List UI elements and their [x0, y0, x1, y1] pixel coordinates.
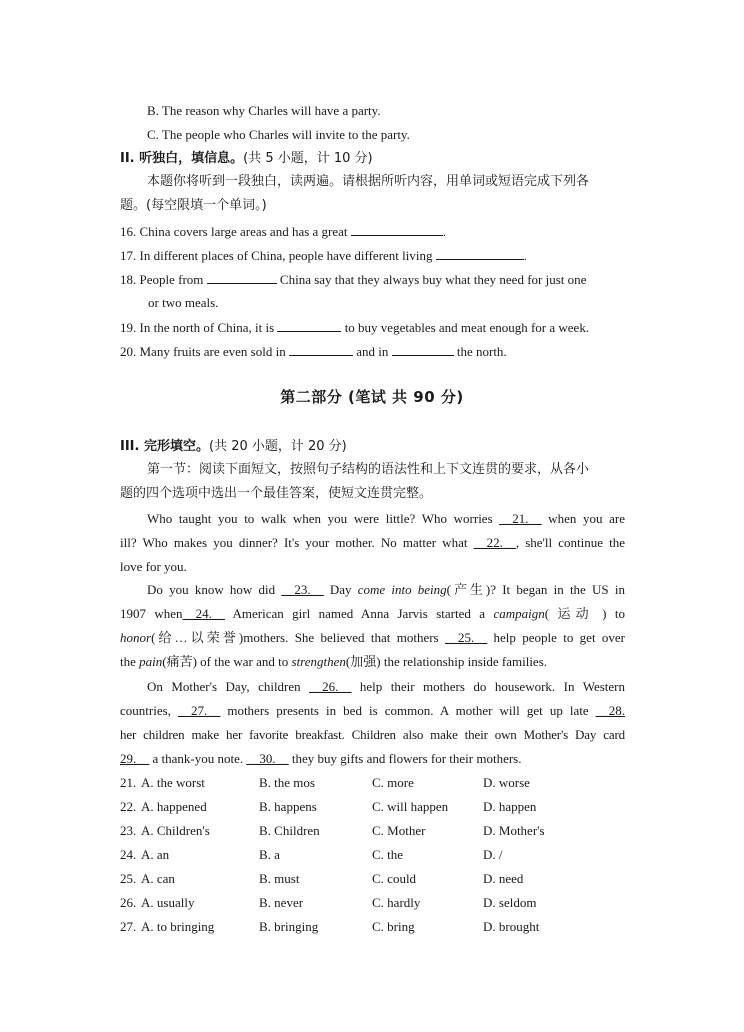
answer-option-b[interactable]: B. must [259, 871, 300, 886]
answer-option-d[interactable]: D. seldom [483, 895, 537, 910]
option-c: C. The people who Charles will invite to the party. [147, 127, 410, 142]
passage-line [120, 749, 522, 769]
q16-blank[interactable] [351, 221, 443, 236]
answer-option-c[interactable]: C. could [372, 871, 417, 886]
passage-italic: honor [120, 630, 152, 645]
cloze-blank-25[interactable]: __25.__ [444, 630, 488, 645]
passage-text: ( 运动 ) to [544, 606, 625, 621]
passage-line [120, 652, 547, 672]
cloze-blank-24[interactable]: __24.__ [182, 606, 225, 621]
passage-line [147, 509, 625, 529]
passage-text: ill? Who makes you dinner? It's your mother. No matter what [120, 535, 474, 550]
section-3-instruction-line2: 题的四个选项中选出一个最佳答案，使短文连贯完整。 [120, 486, 433, 501]
question-16 [120, 221, 446, 242]
answer-option-d[interactable]: D. Mother's [483, 823, 545, 838]
answer-option-a[interactable]: A. usually [141, 895, 195, 910]
option-number: 25. [120, 871, 137, 886]
answer-option-d[interactable]: D. need [483, 871, 524, 886]
q17-text: 17. In different places of China, people have different living [120, 248, 436, 263]
part-2-title: 第二部分 (笔试 共 90 分) [280, 388, 464, 406]
answer-option-b[interactable]: B. the mos [259, 775, 315, 790]
q20-blank-2[interactable] [392, 341, 454, 356]
section-3-instruction-line1: 第一节：阅读下面短文，按照句子结构的语法性和上下文连贯的要求，从各小 [147, 462, 590, 477]
q16-end: . [442, 224, 447, 239]
cloze-blank-22[interactable]: __22.__ [473, 535, 516, 550]
cloze-blank-21[interactable]: __21.__ [499, 511, 542, 526]
answer-option-d[interactable]: D. brought [483, 919, 540, 934]
passage-text: help people to get over [487, 630, 625, 645]
passage-text: (给…以荣誉)mothers. She believed that mothers [151, 630, 445, 645]
section-2-heading [120, 148, 373, 169]
passage-line [120, 604, 625, 624]
q18-blank[interactable] [207, 269, 277, 284]
q17-blank[interactable] [436, 245, 524, 260]
passage-text: a thank-you note. [149, 751, 247, 766]
q18-text-b: China say that they always buy what they need for just one [276, 272, 587, 287]
cloze-blank-29[interactable]: 29.__ [120, 751, 150, 766]
passage-text: (加强) the relationship inside families. [345, 654, 548, 669]
passage-text: they buy gifts and flowers for their mothers. [288, 751, 522, 766]
answer-option-a[interactable]: A. happened [141, 799, 207, 814]
q18-text: 18. People from [120, 272, 207, 287]
cloze-blank-28[interactable]: __28. [595, 703, 625, 718]
passage-line [147, 580, 625, 600]
answer-option-b[interactable]: B. happens [259, 799, 317, 814]
passage-italic: strengthen [291, 654, 346, 669]
q20-text: 20. Many fruits are even sold in [120, 344, 289, 359]
passage-text: mothers presents in bed is common. A mother will get up late [220, 703, 596, 718]
option-number: 26. [120, 895, 137, 910]
option-number: 22. [120, 799, 137, 814]
question-18 [120, 269, 586, 290]
answer-option-c[interactable]: C. more [372, 775, 414, 790]
passage-text: countries, [120, 703, 178, 718]
passage-text: , she'll continue the [515, 535, 625, 550]
passage-text: help their mothers do housework. In Western [351, 679, 625, 694]
section-2-note: (共 5 小题，计 10 分) [243, 151, 373, 166]
cloze-blank-27[interactable]: __27.__ [178, 703, 221, 718]
q18-continuation: or two meals. [148, 295, 219, 310]
answer-option-b[interactable]: B. never [259, 895, 304, 910]
passage-text: American girl named Anna Jarvis started a [224, 606, 494, 621]
section-3-title: III. 完形填空。 [120, 439, 209, 454]
q20-blank-1[interactable] [289, 341, 353, 356]
answer-option-b[interactable]: B. a [259, 847, 280, 862]
q19-blank[interactable] [277, 317, 341, 332]
passage-line: love for you. [120, 559, 187, 574]
passage-line [120, 628, 625, 648]
option-b: B. The reason why Charles will have a party. [147, 103, 381, 118]
passage-italic: pain [139, 654, 163, 669]
q17-end: . [523, 248, 528, 263]
answer-option-c[interactable]: C. hardly [372, 895, 421, 910]
question-17 [120, 245, 527, 266]
option-number: 21. [120, 775, 137, 790]
answer-option-d[interactable]: D. happen [483, 799, 537, 814]
passage-line [147, 677, 625, 697]
section-2-instruction-line2: 题。(每空限填一个单词。) [120, 198, 267, 213]
passage-text: Do you know how did [147, 582, 282, 597]
passage-text: (痛苦) of the war and to [162, 654, 292, 669]
passage-line [120, 701, 625, 721]
passage-text: 1907 when [120, 606, 183, 621]
answer-option-b[interactable]: B. bringing [259, 919, 319, 934]
passage-italic: campaign [493, 606, 545, 621]
answer-option-c[interactable]: C. will happen [372, 799, 449, 814]
passage-text: when you are [541, 511, 625, 526]
passage-text: Day [323, 582, 358, 597]
passage-line [120, 533, 625, 553]
option-number: 23. [120, 823, 137, 838]
answer-option-a[interactable]: A. the worst [141, 775, 205, 790]
passage-text: Who taught you to walk when you were little? Who worries [147, 511, 500, 526]
section-2-title: II. 听独白，填信息。 [120, 151, 244, 166]
q20-text-c: the north. [453, 344, 507, 359]
passage-line: her children make her favorite breakfast. Children also make their own Mother's Day card [120, 727, 625, 742]
section-3-note: (共 20 小题，计 20 分) [208, 439, 347, 454]
cloze-blank-23[interactable]: __23.__ [281, 582, 324, 597]
passage-italic: come into being [357, 582, 447, 597]
option-number: 27. [120, 919, 137, 934]
cloze-blank-26[interactable]: __26.__ [309, 679, 352, 694]
answer-option-a[interactable]: A. to bringing [141, 919, 215, 934]
q19-text: 19. In the north of China, it is [120, 320, 278, 335]
question-20 [120, 341, 507, 362]
answer-option-c[interactable]: C. the [372, 847, 404, 862]
answer-option-a[interactable]: A. Children's [141, 823, 210, 838]
section-3-heading [120, 436, 347, 457]
answer-option-d[interactable]: D. / [483, 847, 503, 862]
passage-text: the [120, 654, 140, 669]
q20-text-b: and in [352, 344, 392, 359]
option-number: 24. [120, 847, 137, 862]
answer-option-a[interactable]: A. an [141, 847, 170, 862]
answer-option-a[interactable]: A. can [141, 871, 175, 886]
passage-text: On Mother's Day, children [147, 679, 310, 694]
question-19 [120, 317, 589, 338]
cloze-blank-30[interactable]: __30.__ [246, 751, 289, 766]
answer-option-c[interactable]: C. Mother [372, 823, 426, 838]
section-2-instruction-line1: 本题你将听到一段独白，读两遍。请根据所听内容，用单词或短语完成下列各 [147, 174, 590, 189]
answer-option-c[interactable]: C. bring [372, 919, 415, 934]
answer-option-d[interactable]: D. worse [483, 775, 530, 790]
q16-text: 16. China covers large areas and has a great [120, 224, 351, 239]
answer-option-b[interactable]: B. Children [259, 823, 320, 838]
passage-text: (产生)? It began in the US in [446, 582, 625, 597]
q19-text-b: to buy vegetables and meat enough for a week. [341, 320, 590, 335]
